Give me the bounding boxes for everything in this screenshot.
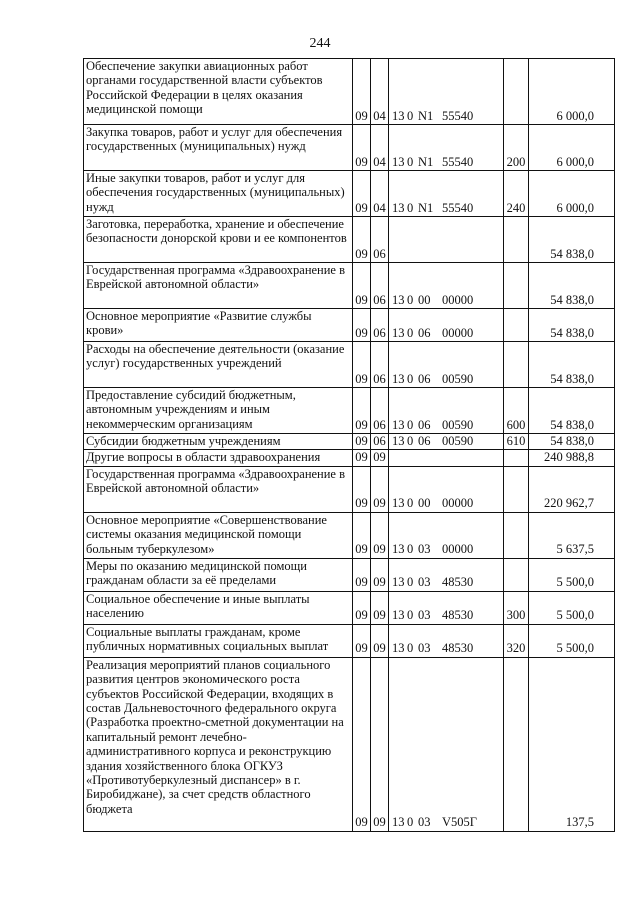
table-row xyxy=(84,624,615,657)
row-target-article xyxy=(389,512,504,558)
target-program-code: 13 xyxy=(392,641,405,656)
target-direction-code: 00590 xyxy=(442,371,474,386)
row-expense-type-code xyxy=(504,657,529,831)
target-subprogram-code: 0 xyxy=(407,154,414,169)
table-row xyxy=(84,125,615,171)
row-subsection-code: 09 xyxy=(371,466,389,512)
target-program-code: 13 xyxy=(392,496,405,511)
row-amount: 54 838,0 xyxy=(529,309,615,342)
target-program-code: 13 xyxy=(392,108,405,123)
target-program-code: 13 xyxy=(392,417,405,432)
row-amount: 137,5 xyxy=(529,657,615,831)
target-program-code: 13 xyxy=(392,815,405,830)
row-expense-type-code xyxy=(504,59,529,125)
row-section-code: 09 xyxy=(353,171,371,217)
row-expense-type-code xyxy=(504,342,529,388)
row-subsection-code: 06 xyxy=(371,263,389,309)
row-section-code: 09 xyxy=(353,624,371,657)
target-subprogram-code: 0 xyxy=(407,200,414,215)
row-name: Основное мероприятие «Совершенствование системы оказания медицинской помощи больным туберкулезом» xyxy=(84,512,353,558)
row-expense-type-code: 600 xyxy=(504,388,529,434)
row-expense-type-code: 300 xyxy=(504,591,529,624)
row-section-code: 09 xyxy=(353,217,371,263)
target-event-code: 03 xyxy=(418,608,431,623)
target-subprogram-code: 0 xyxy=(407,434,414,448)
row-amount: 54 838,0 xyxy=(529,342,615,388)
row-subsection-code: 09 xyxy=(371,450,389,466)
row-section-code: 09 xyxy=(353,466,371,512)
row-target-article xyxy=(389,657,504,831)
row-subsection-code: 09 xyxy=(371,591,389,624)
row-expense-type-code xyxy=(504,217,529,263)
table-row xyxy=(84,342,615,388)
row-name: Закупка товаров, работ и услуг для обеспечения государственных (муниципальных) нужд xyxy=(84,125,353,171)
target-event-code: 06 xyxy=(418,434,431,448)
target-event-code: N1 xyxy=(418,108,434,123)
row-section-code: 09 xyxy=(353,591,371,624)
row-subsection-code: 09 xyxy=(371,657,389,831)
row-expense-type-code xyxy=(504,558,529,591)
target-program-code: 13 xyxy=(392,371,405,386)
row-amount: 54 838,0 xyxy=(529,263,615,309)
row-expense-type-code: 610 xyxy=(504,434,529,450)
target-subprogram-code: 0 xyxy=(407,417,414,432)
row-subsection-code: 04 xyxy=(371,59,389,125)
target-program-code: 13 xyxy=(392,325,405,340)
row-subsection-code: 09 xyxy=(371,624,389,657)
row-name: Реализация мероприятий планов социального развития центров экономического роста субъектов Российской Федерации, входящих в состав Дальневосточного федерального округа (Разработка проектно-сметной документации на капитальный ремонт лечебно-административного корпуса и реконструкцию здания хозяйственного блока ОГКУЗ «Противотуберкулезный диспансер» в г. Биробиджане), за счет средств областного бюджета xyxy=(84,657,353,831)
row-target-article xyxy=(389,434,504,450)
row-subsection-code: 09 xyxy=(371,558,389,591)
target-direction-code: V505Г xyxy=(442,815,478,830)
row-amount: 240 988,8 xyxy=(529,450,615,466)
row-name: Обеспечение закупки авиационных работ органами государственной власти субъектов Российской Федерации в целях оказания медицинской помощи xyxy=(84,59,353,125)
target-direction-code: 00000 xyxy=(442,325,474,340)
target-subprogram-code: 0 xyxy=(407,325,414,340)
row-section-code: 09 xyxy=(353,657,371,831)
row-name: Государственная программа «Здравоохранение в Еврейской автономной области» xyxy=(84,263,353,309)
row-amount: 54 838,0 xyxy=(529,388,615,434)
row-amount: 5 500,0 xyxy=(529,558,615,591)
target-program-code: 13 xyxy=(392,292,405,307)
row-expense-type-code: 240 xyxy=(504,171,529,217)
row-name: Государственная программа «Здравоохранение в Еврейской автономной области» xyxy=(84,466,353,512)
row-target-article xyxy=(389,558,504,591)
row-target-article xyxy=(389,450,504,466)
row-amount: 5 500,0 xyxy=(529,624,615,657)
target-subprogram-code: 0 xyxy=(407,641,414,656)
row-subsection-code: 09 xyxy=(371,512,389,558)
table-row xyxy=(84,217,615,263)
row-section-code: 09 xyxy=(353,125,371,171)
row-expense-type-code: 200 xyxy=(504,125,529,171)
row-name: Расходы на обеспечение деятельности (оказание услуг) государственных учреждений xyxy=(84,342,353,388)
row-target-article xyxy=(389,342,504,388)
row-target-article xyxy=(389,125,504,171)
target-event-code: N1 xyxy=(418,200,434,215)
row-target-article xyxy=(389,388,504,434)
row-target-article xyxy=(389,59,504,125)
table-row xyxy=(84,309,615,342)
target-program-code: 13 xyxy=(392,542,405,557)
row-section-code: 09 xyxy=(353,263,371,309)
target-direction-code: 00590 xyxy=(442,434,474,448)
target-program-code: 13 xyxy=(392,200,405,215)
target-event-code: 03 xyxy=(418,575,431,590)
table-row xyxy=(84,466,615,512)
row-name: Другие вопросы в области здравоохранения xyxy=(84,450,353,466)
target-subprogram-code: 0 xyxy=(407,496,414,511)
row-name: Социальное обеспечение и иные выплаты населению xyxy=(84,591,353,624)
target-direction-code: 48530 xyxy=(442,641,474,656)
target-direction-code: 48530 xyxy=(442,608,474,623)
row-section-code: 09 xyxy=(353,450,371,466)
row-name: Иные закупки товаров, работ и услуг для обеспечения государственных (муниципальных) нужд xyxy=(84,171,353,217)
row-subsection-code: 04 xyxy=(371,171,389,217)
table-row xyxy=(84,263,615,309)
row-name: Заготовка, переработка, хранение и обеспечение безопасности донорской крови и ее компонентов xyxy=(84,217,353,263)
target-direction-code: 00000 xyxy=(442,542,474,557)
row-target-article xyxy=(389,624,504,657)
row-subsection-code: 06 xyxy=(371,434,389,450)
row-subsection-code: 04 xyxy=(371,125,389,171)
target-direction-code: 00000 xyxy=(442,292,474,307)
row-amount: 220 962,7 xyxy=(529,466,615,512)
row-subsection-code: 06 xyxy=(371,217,389,263)
target-subprogram-code: 0 xyxy=(407,575,414,590)
target-event-code: 03 xyxy=(418,815,431,830)
page-number: 244 xyxy=(309,36,331,51)
table-row xyxy=(84,171,615,217)
row-amount: 6 000,0 xyxy=(529,171,615,217)
row-section-code: 09 xyxy=(353,388,371,434)
target-subprogram-code: 0 xyxy=(407,542,414,557)
row-amount: 6 000,0 xyxy=(529,125,615,171)
row-target-article xyxy=(389,263,504,309)
row-section-code: 09 xyxy=(353,342,371,388)
row-amount: 6 000,0 xyxy=(529,59,615,125)
table-row xyxy=(84,558,615,591)
row-name: Субсидии бюджетным учреждениям xyxy=(84,434,353,450)
row-name: Социальные выплаты гражданам, кроме публичных нормативных социальных выплат xyxy=(84,624,353,657)
row-section-code: 09 xyxy=(353,59,371,125)
target-direction-code: 48530 xyxy=(442,575,474,590)
row-subsection-code: 06 xyxy=(371,342,389,388)
target-subprogram-code: 0 xyxy=(407,371,414,386)
row-name: Меры по оказанию медицинской помощи гражданам области за её пределами xyxy=(84,558,353,591)
table-row xyxy=(84,434,615,450)
target-event-code: 03 xyxy=(418,641,431,656)
row-expense-type-code xyxy=(504,512,529,558)
row-amount: 54 838,0 xyxy=(529,434,615,450)
target-direction-code: 55540 xyxy=(442,154,474,169)
target-direction-code: 00590 xyxy=(442,417,474,432)
target-program-code: 13 xyxy=(392,575,405,590)
table-row xyxy=(84,591,615,624)
target-event-code: 06 xyxy=(418,325,431,340)
target-program-code: 13 xyxy=(392,154,405,169)
target-subprogram-code: 0 xyxy=(407,608,414,623)
table-row xyxy=(84,512,615,558)
row-expense-type-code: 320 xyxy=(504,624,529,657)
row-section-code: 09 xyxy=(353,512,371,558)
row-target-article xyxy=(389,466,504,512)
target-event-code: 03 xyxy=(418,542,431,557)
row-amount: 5 500,0 xyxy=(529,591,615,624)
target-direction-code: 00000 xyxy=(442,496,474,511)
table-row xyxy=(84,59,615,125)
budget-table-body xyxy=(84,59,615,832)
target-subprogram-code: 0 xyxy=(407,815,414,830)
row-amount: 5 637,5 xyxy=(529,512,615,558)
row-target-article xyxy=(389,171,504,217)
row-name: Предоставление субсидий бюджетным, автономным учреждениям и иным некоммерческим организациям xyxy=(84,388,353,434)
row-section-code: 09 xyxy=(353,558,371,591)
target-subprogram-code: 0 xyxy=(407,108,414,123)
target-event-code: N1 xyxy=(418,154,434,169)
target-event-code: 00 xyxy=(418,496,431,511)
row-target-article xyxy=(389,309,504,342)
row-subsection-code: 06 xyxy=(371,309,389,342)
target-event-code: 06 xyxy=(418,417,431,432)
target-subprogram-code: 0 xyxy=(407,292,414,307)
row-expense-type-code xyxy=(504,309,529,342)
row-expense-type-code xyxy=(504,263,529,309)
budget-table xyxy=(83,58,615,832)
row-name: Основное мероприятие «Развитие службы крови» xyxy=(84,309,353,342)
row-expense-type-code xyxy=(504,450,529,466)
row-subsection-code: 06 xyxy=(371,388,389,434)
target-direction-code: 55540 xyxy=(442,108,474,123)
table-row xyxy=(84,450,615,466)
target-program-code: 13 xyxy=(392,608,405,623)
row-section-code: 09 xyxy=(353,434,371,450)
row-expense-type-code xyxy=(504,466,529,512)
row-section-code: 09 xyxy=(353,309,371,342)
target-program-code: 13 xyxy=(392,434,405,448)
row-target-article xyxy=(389,217,504,263)
row-target-article xyxy=(389,591,504,624)
target-direction-code: 55540 xyxy=(442,200,474,215)
row-amount: 54 838,0 xyxy=(529,217,615,263)
table-row xyxy=(84,657,615,831)
table-row xyxy=(84,388,615,434)
target-event-code: 06 xyxy=(418,371,431,386)
target-event-code: 00 xyxy=(418,292,431,307)
